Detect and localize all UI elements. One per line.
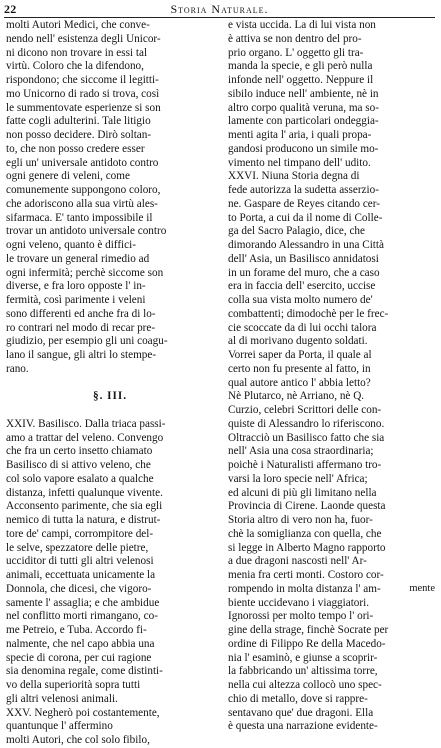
text-line: gandosi producono un simile mo-	[228, 142, 379, 155]
text-line: nia l' esaminò, e giunse a scoprir-	[228, 651, 378, 664]
text-line: animali, eccettuata unicamente la	[6, 569, 156, 581]
text-line: Oltracciò un Basilisco fatto che sia	[228, 431, 385, 444]
text-line: fatte cogli adulterini. Tale litigio	[6, 115, 151, 128]
text-line: sono differenti ed anche fra di lo-	[6, 307, 156, 320]
text-line: Acconsento parimente, che sia egli	[6, 500, 163, 513]
text-line: quiste di Alessandro lo riferiscono.	[228, 417, 385, 430]
text-line: a due dragoni nascosti nell' Ar-	[228, 555, 367, 568]
header-rule	[4, 17, 435, 18]
text-line: fede autorizza la sudetta asserzio-	[228, 184, 379, 196]
text-line: è attiva se non dentro del pro-	[228, 32, 362, 45]
text-line: Storia altro di vero non ha, fuor-	[228, 514, 373, 526]
text-line: cie scoccate da di lui occhi talora	[228, 321, 377, 334]
text-line	[6, 404, 214, 418]
text-line: era in faccia dell' esercito, uccise	[228, 280, 376, 293]
text-line: XXIV. Basilisco. Dalla triaca passi-	[6, 417, 166, 430]
text-line: ordine di Filippo Re della Macedo-	[228, 637, 386, 650]
text-line: nell' Asia una cosa straordinaria;	[228, 445, 374, 458]
text-line: diverse, e fra loro opposte l' in-	[6, 280, 146, 293]
text-line: varsi la loro specie nell' Africa;	[228, 472, 368, 485]
text-line: ed alcuni di più gli limitano nella	[228, 486, 377, 499]
text-line: vo della superiorità sopra tutti	[6, 679, 141, 691]
text-line: prio organo. L' oggetto gli tra-	[228, 46, 364, 59]
text-line: nalmente, che nel capo abbia una	[6, 637, 155, 650]
text-line: nella cui altezza collocò uno spec-	[228, 679, 382, 691]
text-line: mo Unicorno di rado si trova, così	[6, 87, 160, 100]
text-line: Provincia di Cirene. Laonde questa	[228, 500, 386, 513]
text-line: manda la specie, e gli però nulla	[228, 60, 373, 73]
text-line: combattenti; dimodochè per le frec-	[228, 307, 389, 320]
text-line: sentavano que' due dragoni. Ella	[228, 706, 374, 719]
text-line: egli un' universale antidoto contro	[6, 156, 159, 169]
text-line: che fra un certo insetto chiamato	[6, 445, 153, 458]
text-line: ucciditor di tutti gli altri velenosi	[6, 555, 154, 568]
text-line: le summentovate esperienze si son	[6, 101, 161, 114]
text-line	[6, 377, 214, 391]
text-line: che adoriscono alla sua virtù ales-	[6, 197, 158, 210]
text-line: distanza, infetti qualunque vivente.	[6, 486, 163, 499]
text-line: ga del Sacro Palagio, dice, che	[228, 225, 365, 238]
text-line: Basilisco di si attivo veleno, che	[6, 459, 151, 471]
text-line: ni dicono non trovare in essi tal	[6, 46, 148, 59]
text-line: qual autore antico l' abbia letto?	[228, 376, 371, 389]
text-line: ro contrari nel modo di recar pre-	[6, 321, 156, 334]
text-line: XXV. Negherò poi costantemente,	[6, 706, 160, 719]
text-line: chè la somiglianza con quella, che	[228, 527, 382, 540]
text-line: to Porta, a cui da il nome di Colle-	[228, 211, 383, 224]
page-number: 22	[4, 2, 17, 16]
text-line: le trovare un general rimedio ad	[6, 252, 150, 265]
text-line: to, che non posso credere esser	[6, 142, 145, 155]
text-line: Vorrei saper da Porta, il quale al	[228, 349, 372, 361]
text-line: rispondono; che siccome il legitti-	[6, 74, 159, 86]
text-line: nemico di tutta la natura, e distrut-	[6, 514, 161, 526]
text-line: samente l' assaglia; e che ambidue	[6, 596, 160, 609]
text-line: in un forame del muro, che a caso	[228, 266, 380, 279]
text-line: gine della strage, finchè Socrate per	[228, 624, 389, 636]
text-line: è questa una narrazione evidente-	[228, 720, 378, 733]
text-line: §. III.	[92, 390, 128, 403]
text-line: biente uccidevano i viaggiatori.	[228, 596, 370, 609]
text-line: menti agita l' aria, i quali propa-	[228, 129, 372, 141]
text-line: sibilo induce nell' ambiente, nè in	[228, 87, 379, 100]
text-line: nel conflitto morti rimangano, co-	[6, 610, 158, 623]
text-line: si legge in Alberto Magno rapporto	[228, 541, 386, 554]
text-line: vimento nel timpano dell' udito.	[228, 156, 371, 169]
text-line: comunemente suppongono coloro,	[6, 184, 161, 196]
text-line: Donnola, che dicesi, che vigoro-	[6, 582, 152, 595]
text-line: dimorando Alessandro in una Città	[228, 239, 384, 251]
text-line: altro corpo qualità veruna, ma so-	[228, 101, 379, 114]
text-line: Nè Plutarco, nè Arriano, nè Q.	[228, 390, 365, 403]
text-line: colla sua vista molto numero de'	[228, 294, 373, 306]
running-head: Storia Naturale.	[170, 2, 269, 16]
text-line: certo non fu presente al fatto, in	[228, 362, 371, 375]
text-line: menia fra certi monti. Costoro cor-	[228, 569, 384, 581]
text-line: lamente con particolari ondeggia-	[228, 115, 379, 128]
text-line: poichè i Naturalisti affermano tro-	[228, 459, 382, 471]
text-line: rano.	[6, 362, 29, 375]
text-line: al di morivano dugento soldati.	[228, 335, 368, 348]
text-line: non posso decidere. Dirò soltan-	[6, 129, 152, 141]
text-line: me Petreio, e Tuba. Accordo fi-	[6, 624, 147, 636]
text-line: ogni genere di veleni, come	[6, 170, 130, 183]
text-line: trovar un antidoto universale contro	[6, 225, 167, 238]
text-line: dell' Asia, un Basilisco annidatosi	[228, 252, 379, 265]
right-column	[228, 19, 436, 734]
page-header	[4, 2, 435, 16]
left-column	[6, 19, 214, 748]
text-line: nendo nell' esistenza degli Unicor-	[6, 32, 161, 45]
text-line: molti Autori Medici, che conve-	[6, 19, 150, 31]
text-line: quantunque l' affermino	[6, 720, 113, 733]
text-line: Ignorossi per molto tempo l' ori-	[228, 610, 374, 623]
text-line: ogni infermità; perchè siccome son	[6, 266, 164, 279]
text-line: le selve, spezzatore delle pietre,	[6, 541, 149, 554]
text-line: giudizio, per esempio gli uni coagu-	[6, 335, 168, 348]
text-line: specie di corona, per cui ragione	[6, 651, 152, 664]
text-line: sifarmaca. E' tanto impossibile il	[6, 211, 153, 224]
text-line: XXVI. Niuna Storia degna di	[228, 170, 360, 183]
text-line: Curzio, celebri Scrittori delle con-	[228, 404, 382, 416]
text-line: ne. Gaspare de Reyes citando cer-	[228, 197, 380, 210]
text-line: ogni veleno, quanto è diffici-	[6, 239, 136, 251]
text-line: amo a trattar del veleno. Convengo	[6, 431, 164, 444]
text-line: e vista uccida. La di lui vista non	[228, 19, 376, 31]
text-line: chio di metallo, dove si rappre-	[228, 692, 368, 705]
text-line: gli altri velenosi animali.	[6, 692, 118, 705]
text-line: tore de' campi, corrompitore del-	[6, 527, 154, 540]
text-line: infonde nell' oggetto. Neppure il	[228, 74, 374, 86]
text-line: lano il sangue, gli altri lo stempe-	[6, 349, 157, 361]
text-line: rompendo in molta distanza l' am-	[228, 582, 381, 595]
text-line: molti Autori, che col solo fibilo,	[6, 734, 150, 746]
text-line: sia denomina regale, come distinti-	[6, 665, 163, 678]
text-line: fermità, così parimente i veleni	[6, 294, 146, 306]
text-line: la fabbricando un' altissima torre,	[228, 665, 378, 678]
text-line: virtù. Coloro che la difendono,	[6, 60, 144, 73]
catchword: mente	[409, 583, 435, 594]
text-line: col solo vapore esalato a qualche	[6, 472, 154, 485]
